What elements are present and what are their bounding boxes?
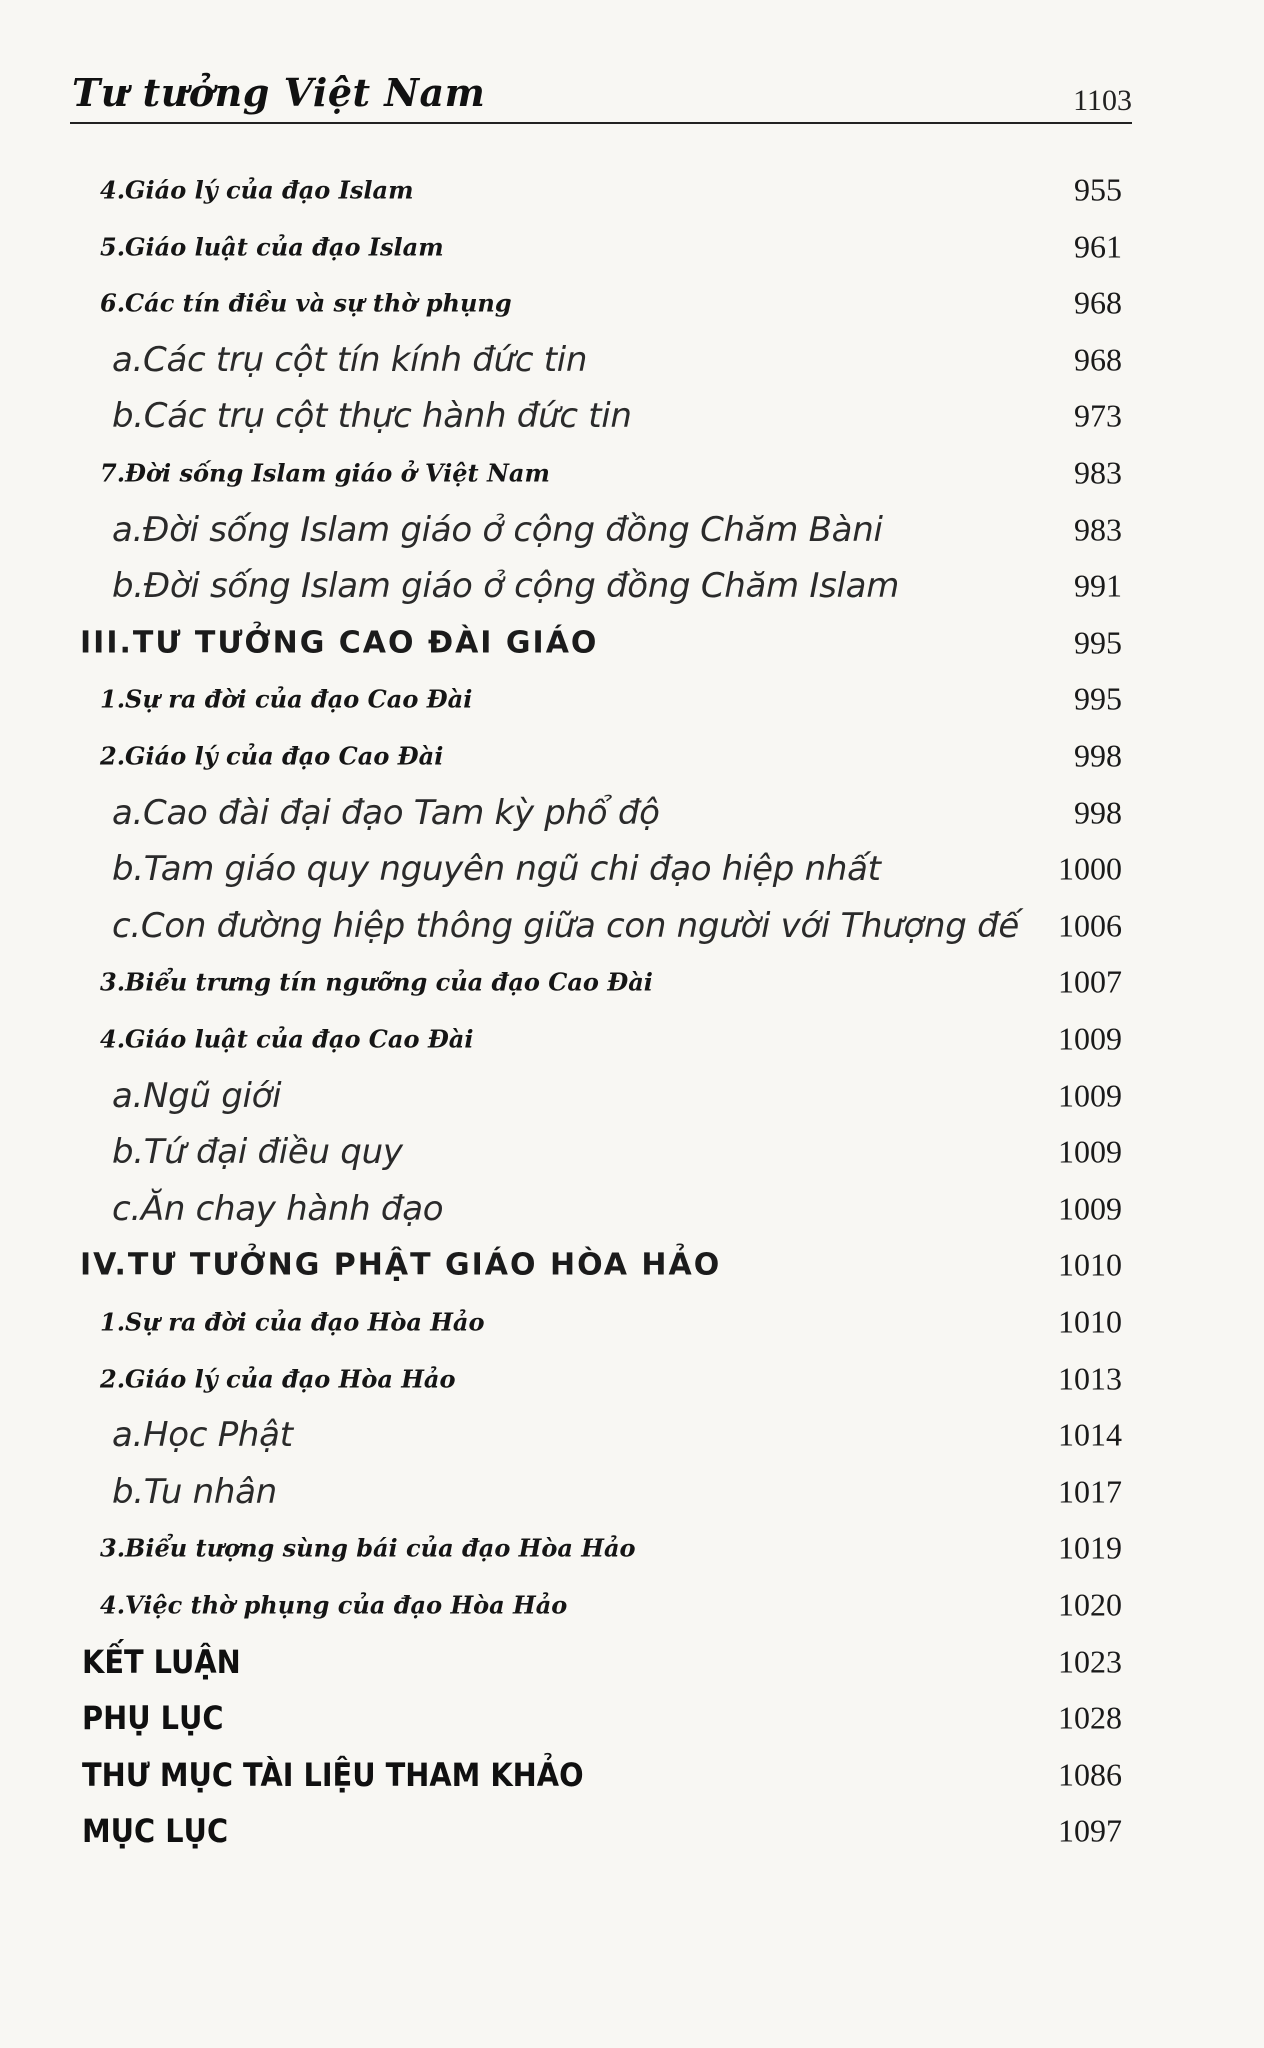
toc-entry-page-number: 995 (1074, 680, 1122, 717)
toc-entry (0, 898, 1264, 954)
toc-entry-title: PHỤ LỤC (82, 1699, 224, 1738)
toc-entry-title: 4.Giáo lý của đạo Islam (100, 175, 414, 205)
toc-entry-page-number: 1019 (1058, 1529, 1122, 1566)
toc-entry-title: 6.Các tín điều và sự thờ phụng (100, 288, 512, 318)
toc-entry-page-number: 968 (1074, 341, 1122, 378)
toc-entry-page-number: 1009 (1058, 1077, 1122, 1114)
toc-entry-title: b.Tu nhân (112, 1471, 277, 1512)
toc-entry-page-number: 961 (1074, 228, 1122, 265)
running-header-title: Tư tưởng Việt Nam (72, 70, 486, 115)
toc-entry-title: 2.Giáo lý của đạo Hòa Hảo (100, 1364, 456, 1394)
toc-entry (0, 1011, 1264, 1067)
toc-entry-title: 3.Biểu tượng sùng bái của đạo Hòa Hảo (100, 1533, 636, 1563)
toc-entry (0, 1803, 1264, 1859)
toc-entry-page-number: 1013 (1058, 1360, 1122, 1397)
toc-entry (0, 1577, 1264, 1633)
toc-entry-title: 5.Giáo luật của đạo Islam (100, 232, 444, 262)
running-header (72, 70, 1132, 128)
toc-entry-page-number: 1009 (1058, 1020, 1122, 1057)
toc-entry (0, 785, 1264, 841)
toc-entry-page-number: 998 (1074, 737, 1122, 774)
toc-entry (0, 1068, 1264, 1124)
toc-entry-title: b.Các trụ cột thực hành đức tin (112, 396, 632, 437)
toc-entry-page-number: 1009 (1058, 1190, 1122, 1227)
toc-entry-title: 1.Sự ra đời của đạo Cao Đài (100, 684, 473, 714)
toc-entry-title: a.Các trụ cột tín kính đức tin (112, 339, 588, 380)
toc-entry-page-number: 968 (1074, 284, 1122, 321)
toc-entry-page-number: 1000 (1058, 850, 1122, 887)
toc-entry-page-number: 955 (1074, 171, 1122, 208)
toc-entry-page-number: 1014 (1058, 1416, 1122, 1453)
running-header-page-number: 1103 (1073, 84, 1132, 117)
toc-entry-page-number: 1097 (1058, 1812, 1122, 1849)
toc-entry (0, 615, 1264, 671)
toc-entry (0, 1351, 1264, 1407)
toc-entry-page-number: 995 (1074, 624, 1122, 661)
toc-entry-page-number: 1028 (1058, 1699, 1122, 1736)
toc-entry-title: MỤC LỤC (82, 1812, 229, 1851)
toc-entry-page-number: 973 (1074, 397, 1122, 434)
toc-entry (0, 841, 1264, 897)
toc-entry-title: b.Đời sống Islam giáo ở cộng đồng Chăm Islam (112, 566, 900, 607)
toc-entry-page-number: 991 (1074, 567, 1122, 604)
toc-entry (0, 1237, 1264, 1293)
toc-entry-page-number: 983 (1074, 511, 1122, 548)
toc-entry (0, 1520, 1264, 1576)
toc-entry-page-number: 1020 (1058, 1586, 1122, 1623)
toc-entry (0, 1747, 1264, 1803)
toc-entry-page-number: 1010 (1058, 1246, 1122, 1283)
toc-entry (0, 502, 1264, 558)
toc-entry-title: IV.TƯ TƯỞNG PHẬT GIÁO HÒA HẢO (80, 1247, 722, 1283)
toc-entry (0, 1181, 1264, 1237)
toc-entry (0, 671, 1264, 727)
toc-entry (0, 1690, 1264, 1746)
toc-entry (0, 954, 1264, 1010)
toc-entry (0, 332, 1264, 388)
toc-entry-page-number: 983 (1074, 454, 1122, 491)
toc-entry-title: THƯ MỤC TÀI LIỆU THAM KHẢO (82, 1755, 584, 1794)
toc-entry (0, 219, 1264, 275)
toc-entry-page-number: 1010 (1058, 1303, 1122, 1340)
toc-entry-title: a.Cao đài đại đạo Tam kỳ phổ độ (112, 792, 660, 833)
toc-entry-title: III.TƯ TƯỞNG CAO ĐÀI GIÁO (80, 625, 599, 661)
toc-entry-title: c.Ăn chay hành đạo (112, 1188, 444, 1229)
toc-entry (0, 388, 1264, 444)
toc-entry (0, 1634, 1264, 1690)
toc-entry-title: a.Đời sống Islam giáo ở cộng đồng Chăm Bàni (112, 509, 883, 550)
toc-entry-page-number: 1007 (1058, 963, 1122, 1000)
toc-entry (0, 1294, 1264, 1350)
toc-entry-title: c.Con đường hiệp thông giữa con người với Thượng đế (112, 905, 1019, 946)
toc-entry (0, 1464, 1264, 1520)
toc-entry (0, 275, 1264, 331)
toc-entry-page-number: 1006 (1058, 907, 1122, 944)
toc-entry-title: b.Tứ đại điều quy (112, 1132, 403, 1173)
toc-entry (0, 1124, 1264, 1180)
toc-entry (0, 162, 1264, 218)
toc-entry (0, 1407, 1264, 1463)
toc-entry-title: 3.Biểu trưng tín ngưỡng của đạo Cao Đài (100, 967, 653, 997)
toc-entry-title: 1.Sự ra đời của đạo Hòa Hảo (100, 1307, 485, 1337)
toc-entry-title: a.Ngũ giới (112, 1075, 282, 1116)
toc-entry-page-number: 1023 (1058, 1643, 1122, 1680)
toc-entry-title: 4.Việc thờ phụng của đạo Hòa Hảo (100, 1590, 568, 1620)
toc-entry (0, 558, 1264, 614)
toc-entry-title: a.Học Phật (112, 1415, 293, 1456)
toc-entry-page-number: 1086 (1058, 1756, 1122, 1793)
toc-entry-page-number: 998 (1074, 794, 1122, 831)
toc-entry-title: 7.Đời sống Islam giáo ở Việt Nam (100, 458, 550, 488)
toc-entry (0, 445, 1264, 501)
header-divider (70, 122, 1132, 124)
toc-entry-page-number: 1017 (1058, 1473, 1122, 1510)
toc-entry-title: b.Tam giáo quy nguyên ngũ chi đạo hiệp nhất (112, 849, 881, 890)
toc-entry-title: 4.Giáo luật của đạo Cao Đài (100, 1024, 474, 1054)
toc-entry-title: KẾT LUẬN (82, 1642, 241, 1681)
toc-entry-page-number: 1009 (1058, 1133, 1122, 1170)
toc-entry (0, 728, 1264, 784)
toc-entry-title: 2.Giáo lý của đạo Cao Đài (100, 741, 444, 771)
